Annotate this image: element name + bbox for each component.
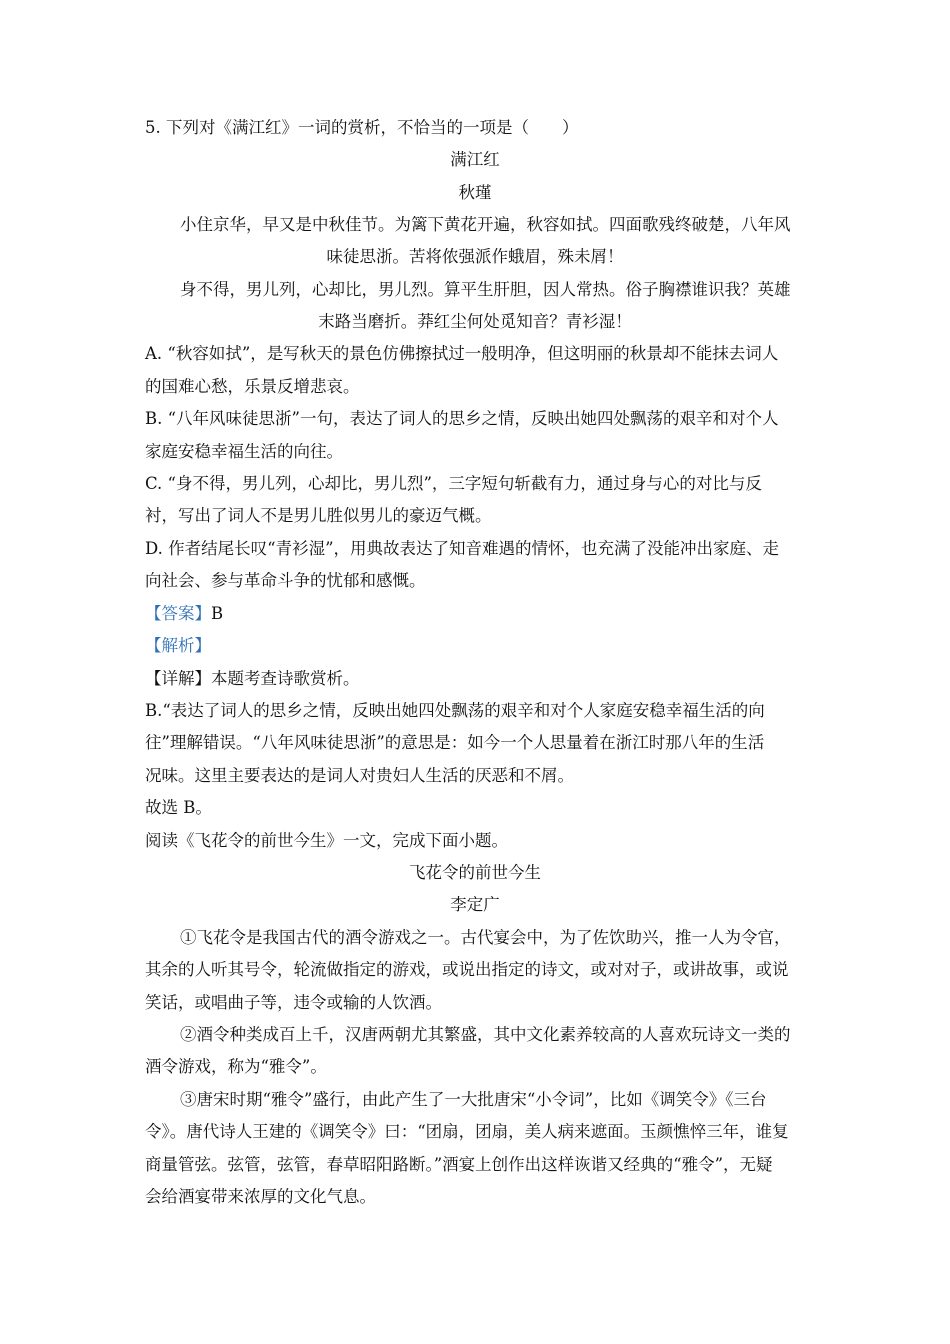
paragraph-1: ①飞花令是我国古代的酒令游戏之一。古代宴会中，为了佐饮助兴，推一人为令官，	[180, 928, 791, 947]
poem-line: 末路当磨折。莽红尘何处觅知音？青衫湿！	[318, 312, 632, 331]
option-c-cont: 衬，写出了词人不是男儿胜似男儿的豪迈气概。	[145, 506, 492, 525]
option-a: A. “秋容如拭”，是写秋天的景色仿佛擦拭过一般明净，但这明丽的秋景却不能抹去词人	[145, 344, 779, 363]
paragraph-1-cont: 笑话，或唱曲子等，违令或输的人饮酒。	[145, 993, 442, 1012]
paragraph-3: ③唐宋时期“雅令”盛行，由此产生了一大批唐宋“小令词”，比如《调笑令》《三台	[180, 1090, 767, 1109]
paragraph-3-cont: 会给酒宴带来浓厚的文化气息。	[145, 1187, 376, 1206]
answer-tag: 【答案】	[145, 604, 211, 623]
option-c: C. “身不得，男儿列，心却比，男儿烈”，三字短句斩截有力，通过身与心的对比与反	[145, 474, 762, 493]
poem-line: 小住京华，早又是中秋佳节。为篱下黄花开遍，秋容如拭。四面歌残终破楚，八年风	[180, 215, 791, 234]
poem-author: 秋瑾	[458, 183, 492, 202]
explanation-line: 况味。这里主要表达的是词人对贵妇人生活的厌恶和不屑。	[145, 766, 574, 785]
option-b-cont: 家庭安稳幸福生活的向往。	[145, 442, 343, 461]
conclusion-line: 故选 B。	[145, 798, 212, 817]
paragraph-2-cont: 酒令游戏，称为“雅令”。	[145, 1057, 327, 1076]
answer-value: B	[211, 604, 224, 623]
article-author: 李定广	[450, 895, 500, 914]
answer-line	[145, 602, 223, 626]
option-a-cont: 的国难心愁，乐景反增悲哀。	[145, 377, 360, 396]
paragraph-3-cont: 令》。唐代诗人王建的《调笑令》曰：“团扇，团扇，美人病来遮面。玉颜憔悴三年，谁复	[145, 1122, 789, 1141]
explanation-line: B.“表达了词人的思乡之情，反映出她四处飘荡的艰辛和对个人家庭安稳幸福生活的向	[145, 701, 765, 720]
paragraph-2: ②酒令种类成百上千，汉唐两朝尤其繁盛，其中文化素养较高的人喜欢玩诗文一类的	[180, 1025, 791, 1044]
paragraph-1-cont: 其余的人听其号令，轮流做指定的游戏，或说出指定的诗文，或对对子，或讲故事，或说	[145, 960, 789, 979]
option-d: D. 作者结尾长叹“青衫湿”，用典故表达了知音难遇的情怀，也充满了没能冲出家庭、走	[145, 539, 780, 558]
analysis-tag: 【解析】	[145, 636, 211, 655]
question-stem: 5. 下列对《满江红》一词的赏析，不恰当的一项是（ ）	[145, 118, 579, 137]
option-d-cont: 向社会、参与革命斗争的忧郁和感慨。	[145, 571, 426, 590]
poem-line: 身不得，男儿列，心却比，男儿烈。算平生肝胆，因人常热。俗子胸襟谁识我？英雄	[180, 280, 791, 299]
explanation-line: 往”理解错误。“八年风味徒思浙”的意思是：如今一个人思量着在浙江时那八年的生活	[145, 733, 765, 752]
reading-intro: 阅读《飞花令的前世今生》一文，完成下面小题。	[145, 831, 508, 850]
poem-line: 味徒思浙。苦将侬强派作蛾眉，殊未屑！	[326, 247, 624, 266]
paragraph-3-cont: 商量管弦。弦管，弦管，春草昭阳路断。”酒宴上创作出这样诙谐又经典的“雅令”，无疑	[145, 1155, 773, 1174]
poem-title: 满江红	[450, 150, 500, 169]
option-b: B. “八年风味徒思浙”一句，表达了词人的思乡之情，反映出她四处飘荡的艰辛和对个人	[145, 409, 779, 428]
article-title: 飞花令的前世今生	[409, 863, 541, 882]
detail-line: 【详解】本题考查诗歌赏析。	[145, 669, 360, 688]
